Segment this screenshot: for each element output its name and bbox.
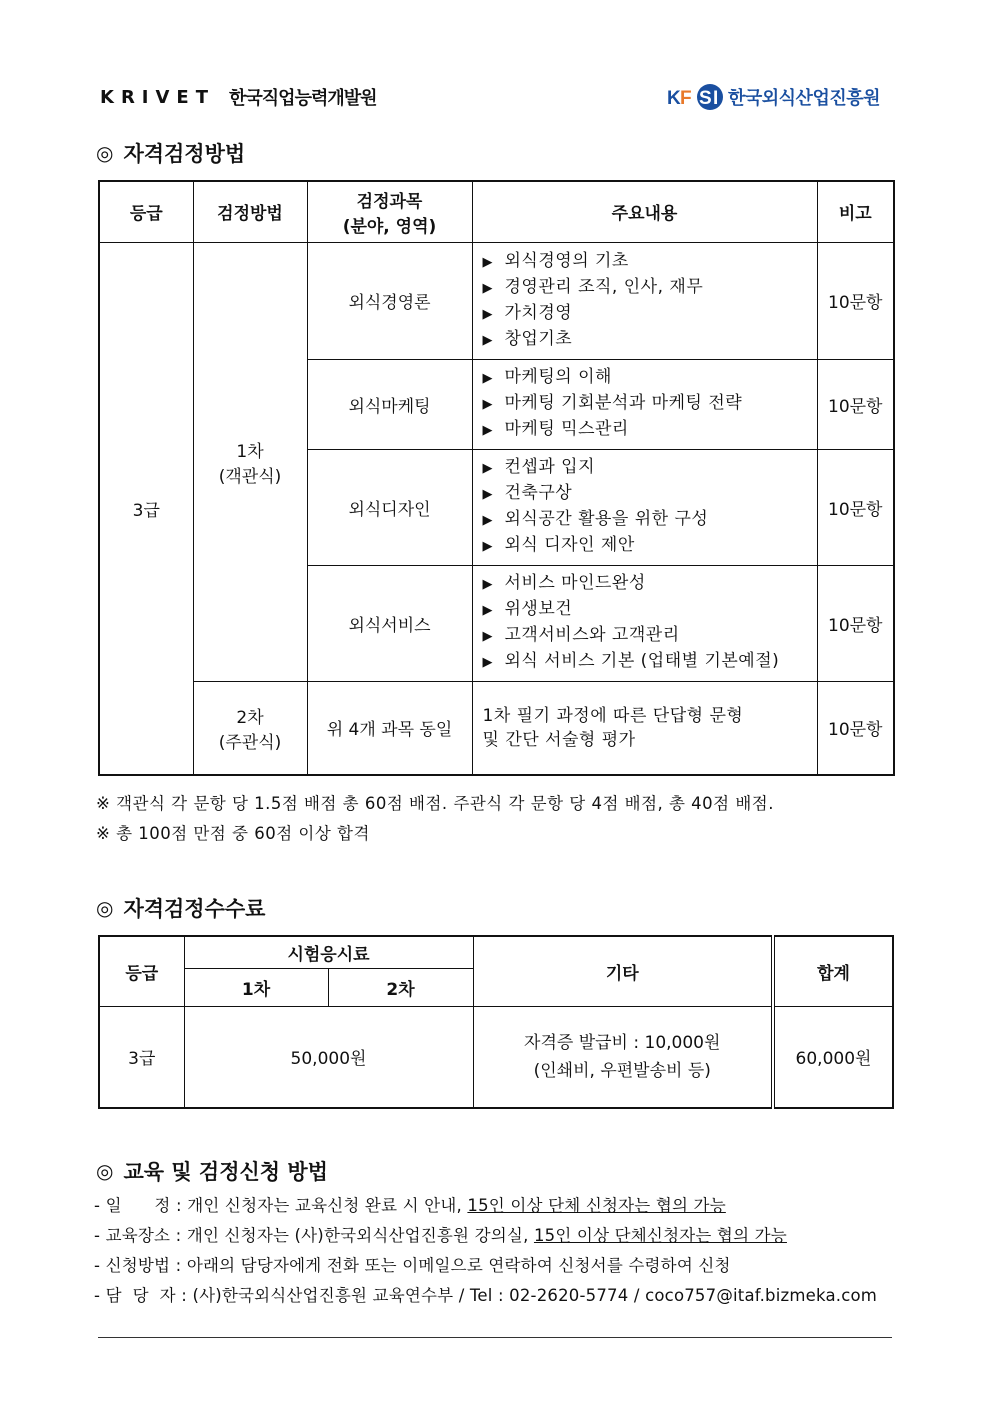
note-cell: 10문항 xyxy=(817,449,894,565)
triangle-bullet-icon: ▶ xyxy=(482,577,493,592)
info-line-schedule xyxy=(94,1192,726,1216)
fee-grade-cell: 3급 xyxy=(99,1006,184,1108)
header-method: 검정방법 xyxy=(193,181,307,242)
triangle-bullet-icon: ▶ xyxy=(482,603,493,618)
content-line1: 1차 필기 과정에 따른 단답형 문형 xyxy=(482,705,744,726)
second-round-cell xyxy=(193,681,307,775)
triangle-bullet-icon: ▶ xyxy=(482,655,493,670)
list-item xyxy=(483,301,817,327)
info-line-contact xyxy=(94,1282,877,1306)
page-header xyxy=(100,78,892,118)
section-title-text: 자격검정수수료 xyxy=(123,897,266,921)
triangle-bullet-icon: ▶ xyxy=(482,461,493,476)
list-item-text: 고객서비스와 고객관리 xyxy=(504,625,680,645)
list-item-text: 외식공간 활용을 위한 구성 xyxy=(504,509,709,529)
second-round-line2: (주관식) xyxy=(218,732,282,753)
header-exam-fee: 시험응시료 xyxy=(184,936,473,968)
header-subject-line1: 검정과목 xyxy=(356,191,423,212)
list-item xyxy=(483,481,817,507)
first-round-cell xyxy=(193,242,307,681)
content-line2: 및 간단 서술형 평가 xyxy=(482,729,636,750)
triangle-bullet-icon: ▶ xyxy=(482,254,493,270)
section-title-text: 자격검정방법 xyxy=(123,142,246,166)
list-item-text: 가치경영 xyxy=(504,302,573,323)
fee-etc-line1: 자격증 발급비 : 10,000원 xyxy=(524,1032,721,1053)
triangle-bullet-icon: ▶ xyxy=(482,487,493,502)
subject-cell: 위 4개 과목 동일 xyxy=(307,681,472,775)
fee-etc-line2: (인쇄비, 우편발송비 등) xyxy=(533,1060,711,1081)
list-item-text: 건축구상 xyxy=(504,483,573,503)
krivet-logo-text: KRIVET xyxy=(100,86,216,108)
info-line-location xyxy=(94,1222,787,1246)
list-item xyxy=(483,249,817,275)
list-item-text: 위생보건 xyxy=(504,599,573,619)
fee-total-cell: 60,000원 xyxy=(773,1006,893,1108)
list-item xyxy=(483,391,817,417)
list-item xyxy=(483,507,817,533)
note-cell: 10문항 xyxy=(817,681,894,775)
header-subject xyxy=(307,181,472,242)
list-item xyxy=(483,417,817,443)
content-cell xyxy=(472,681,817,775)
triangle-bullet-icon: ▶ xyxy=(482,371,493,386)
list-item-text: 외식 서비스 기본 (업태별 기본예절) xyxy=(504,651,780,671)
list-item-text: 서비스 마인드완성 xyxy=(504,573,646,593)
svg-text:S: S xyxy=(699,88,712,109)
passing-note: ※ 총 100점 만점 중 60점 이상 합격 xyxy=(96,824,370,843)
table-row xyxy=(99,242,894,359)
list-item-text: 외식 디자인 제안 xyxy=(504,535,635,555)
list-item-text: 마케팅의 이해 xyxy=(504,367,612,387)
kfsi-logo-korean: 한국외식산업진흥원 xyxy=(728,88,880,109)
info-text: (사)한국외식산업진흥원 교육연수부 / Tel : 02-2620-5774 / coco757@itaf.bizmeka.com xyxy=(192,1286,878,1305)
list-item-text: 마케팅 믹스관리 xyxy=(504,419,629,439)
fee-table xyxy=(98,935,894,1109)
triangle-bullet-icon: ▶ xyxy=(482,629,493,644)
list-item xyxy=(483,455,817,481)
list-item xyxy=(483,365,817,391)
table-header-row xyxy=(99,181,894,242)
footer-divider xyxy=(98,1337,892,1338)
info-label: - 신청방법 : xyxy=(94,1256,187,1275)
list-item xyxy=(483,275,817,301)
triangle-bullet-icon: ▶ xyxy=(482,539,493,554)
info-text: 개인 신청자는 (사)한국외식산업진흥원 강의실, xyxy=(186,1226,534,1245)
header-total: 합계 xyxy=(773,936,893,1006)
header-grade: 등급 xyxy=(99,181,193,242)
list-item xyxy=(483,623,817,649)
section-marker: ◎ xyxy=(96,1159,114,1183)
second-round-line1: 2차 xyxy=(236,707,264,728)
first-round-line1: 1차 xyxy=(236,441,264,462)
list-item-text: 외식경영의 기초 xyxy=(504,250,629,271)
info-label: - 일 정 : xyxy=(94,1196,188,1215)
header-etc: 기타 xyxy=(473,936,773,1006)
triangle-bullet-icon: ▶ xyxy=(482,397,493,412)
note-cell: 10문항 xyxy=(817,359,894,449)
subject-cell: 외식경영론 xyxy=(307,242,472,359)
exam-method-table xyxy=(98,180,895,776)
svg-text:I: I xyxy=(713,88,719,109)
section-title-application xyxy=(96,1156,328,1186)
table-row xyxy=(99,1006,893,1108)
info-label: - 교육장소 : xyxy=(94,1226,187,1245)
krivet-logo-korean: 한국직업능력개발원 xyxy=(229,88,377,109)
section-title-text: 교육 및 검정신청 방법 xyxy=(123,1160,328,1184)
table-header-row xyxy=(99,936,893,968)
list-item xyxy=(483,327,817,353)
kfsi-logo-mark-icon xyxy=(666,82,724,112)
krivet-logo xyxy=(100,84,377,110)
content-cell xyxy=(472,565,817,681)
triangle-bullet-icon: ▶ xyxy=(482,423,493,438)
subject-cell: 외식마케팅 xyxy=(307,359,472,449)
list-item xyxy=(483,533,817,559)
list-item-text: 컨셉과 입지 xyxy=(504,457,596,477)
content-cell xyxy=(472,242,817,359)
subject-cell: 외식서비스 xyxy=(307,565,472,681)
list-item-text: 경영관리 조직, 인사, 재무 xyxy=(504,276,704,297)
first-round-line2: (객관식) xyxy=(218,466,282,487)
header-grade: 등급 xyxy=(99,936,184,1006)
info-line-method xyxy=(94,1252,731,1276)
header-content: 주요내용 xyxy=(472,181,817,242)
section-title-fee xyxy=(96,893,265,923)
info-text: 아래의 담당자에게 전화 또는 이메일으로 연락하여 신청서를 수령하여 신청 xyxy=(186,1256,731,1275)
list-item xyxy=(483,649,817,675)
section-marker: ◎ xyxy=(96,896,114,920)
triangle-bullet-icon: ▶ xyxy=(482,280,493,296)
content-cell xyxy=(472,359,817,449)
triangle-bullet-icon: ▶ xyxy=(482,306,493,322)
fee-amount-cell: 50,000원 xyxy=(184,1006,473,1108)
info-underlined-text: 15인 이상 단체신청자는 협의 가능 xyxy=(533,1226,787,1245)
header-first: 1차 xyxy=(184,968,328,1006)
grade-cell: 3급 xyxy=(99,242,193,775)
list-item-text: 마케팅 기회분석과 마케팅 전략 xyxy=(504,393,743,413)
content-cell xyxy=(472,449,817,565)
list-item-text: 창업기초 xyxy=(504,328,573,349)
info-text: 개인 신청자는 교육신청 완료 시 안내, xyxy=(187,1196,468,1215)
section-marker: ◎ xyxy=(96,141,114,165)
header-note: 비고 xyxy=(817,181,894,242)
info-underlined-text: 15인 이상 단체 신청자는 협의 가능 xyxy=(467,1196,726,1215)
svg-text:F: F xyxy=(680,88,692,109)
kfsi-logo xyxy=(666,82,880,112)
list-item xyxy=(483,571,817,597)
note-cell: 10문항 xyxy=(817,565,894,681)
svg-text:K: K xyxy=(667,88,681,109)
fee-etc-cell xyxy=(473,1006,773,1108)
note-cell: 10문항 xyxy=(817,242,894,359)
info-label: - 담 당 자 : xyxy=(94,1286,193,1305)
table-row xyxy=(99,681,894,775)
triangle-bullet-icon: ▶ xyxy=(482,332,493,348)
list-item xyxy=(483,597,817,623)
header-second: 2차 xyxy=(328,968,473,1006)
section-title-method xyxy=(96,138,245,168)
subject-cell: 외식디자인 xyxy=(307,449,472,565)
triangle-bullet-icon: ▶ xyxy=(482,513,493,528)
header-subject-line2: (분야, 영역) xyxy=(342,216,437,237)
scoring-note: ※ 객관식 각 문항 당 1.5점 배점 총 60점 배점. 주관식 각 문항 당 4점 배점, 총 40점 배점. xyxy=(96,794,774,813)
